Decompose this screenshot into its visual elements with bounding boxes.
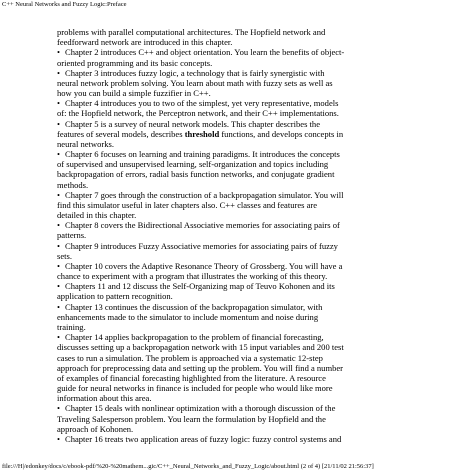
bullet-icon: • (57, 240, 60, 251)
text-line-content: Chapter 3 introduces fuzzy logic, a technology that is fairly synergistic with (65, 67, 325, 78)
text-line: methods. (57, 179, 89, 190)
bullet-icon: • (57, 220, 60, 231)
text-line: how you can build a simple fuzzifier in C++. (57, 88, 211, 99)
text-line: discusses setting up a backpropagation network with 15 input variables and 200 test (57, 342, 344, 353)
paragraph-intro-continued (57, 27, 469, 47)
text-line: Traveling Salesperson problem. You learn the formulation by Hopfield and the (57, 413, 326, 424)
text-line: training. (57, 321, 86, 332)
text-line-content: Chapter 6 focuses on learning and training paradigms. It introduces the concepts (65, 149, 340, 160)
text-line: cases to run a simulation. The problem is approached via a systematic 12-step (57, 352, 323, 363)
bullet-chapter-15 (57, 403, 469, 434)
text-line-content: Chapter 7 goes through the construction of a backpropagation simulator. You will (65, 189, 344, 200)
text-line (57, 190, 469, 200)
text-line (57, 302, 469, 312)
text-line (57, 119, 469, 129)
text-line-content: Chapter 14 applies backpropagation to the problem of financial forecasting, (65, 332, 324, 343)
text-line (57, 149, 469, 159)
bullet-chapter-10 (57, 261, 469, 281)
text-line-content: Chapter 5 is a survey of neural network models. This chapter describes the (65, 118, 320, 129)
bullet-chapter-6 (57, 149, 469, 190)
text-line (57, 434, 469, 444)
text-line (57, 261, 469, 271)
text-line (57, 281, 469, 291)
text-line-content: Chapter 4 introduces you to two of the simplest, yet very representative, models (65, 98, 339, 109)
document-body (57, 27, 469, 444)
text-line: approach of Kohonen. (57, 423, 134, 434)
text-line: enhancements made to the simulator to include momentum and noise during (57, 311, 319, 322)
text-line-content: features of several models, describes (57, 128, 185, 139)
bullet-icon: • (57, 260, 60, 271)
page-footer: file:///H|/edonkey/docs/c/ebook-pdf/%20-%20mathem...gic/C++_Neural_Networks_and_Fuzzy_Logic/about.html (2 of 4) [21/11/02 21:56:37] (2, 463, 374, 470)
text-line: patterns. (57, 230, 87, 241)
text-line: guide for neural networks in finance is included for people who would like more (57, 383, 333, 394)
bullet-icon: • (57, 149, 60, 160)
text-line-content: functions, and develops concepts in (219, 128, 344, 139)
bullet-chapter-5 (57, 119, 469, 150)
bullet-chapter-7 (57, 190, 469, 221)
bullet-icon: • (57, 67, 60, 78)
text-line: neural networks. (57, 138, 114, 149)
bullet-icon: • (57, 433, 60, 444)
bullet-icon: • (57, 332, 60, 343)
text-line-content: Chapter 15 deals with nonlinear optimization with a thorough discussion of the (65, 403, 336, 414)
text-line: neural network problem solving. You learn about math with fuzzy sets as well as (57, 77, 333, 88)
bullet-icon: • (57, 47, 60, 58)
bullet-icon: • (57, 281, 60, 292)
text-line: application to pattern recognition. (57, 291, 173, 302)
text-line-content: Chapter 10 covers the Adaptive Resonance Theory of Grossberg. You will have a (65, 260, 343, 271)
text-line (57, 241, 469, 251)
text-line: of: the Hopfield network, the Perceptron network, and their C++ implementations. (57, 108, 339, 119)
bullet-chapter-13 (57, 302, 469, 333)
text-line (57, 68, 469, 78)
text-line: sets. (57, 250, 72, 261)
bullet-icon: • (57, 98, 60, 109)
bullet-chapter-4 (57, 98, 469, 118)
bullet-chapter-2 (57, 47, 469, 67)
text-line: find this simulator useful in later chapters also. C++ classes and features are (57, 199, 318, 210)
text-line (57, 98, 469, 108)
text-line: chance to experiment with a program that illustrates the working of this theory. (57, 271, 328, 282)
page-header: C++ Neural Networks and Fuzzy Logic:Preface (2, 1, 127, 8)
text-line: approach for preprocessing data and setting up the problem. You will find a number (57, 362, 344, 373)
bullet-icon: • (57, 118, 60, 129)
text-line-content: Chapter 16 treats two application areas of fuzzy logic: fuzzy control systems and (65, 433, 342, 444)
text-line: problems with parallel computational architectures. The Hopfield network and (57, 27, 326, 37)
text-line-content: Chapter 9 introduces Fuzzy Associative memories for associating pairs of fuzzy (65, 240, 338, 251)
text-line: of examples of financial forecasting highlighted from the literature. A resource (57, 372, 326, 383)
text-line: of supervised and unsupervised learning, self-organization and topics including (57, 159, 329, 170)
bullet-chapter-14 (57, 332, 469, 403)
text-line-content: Chapter 8 covers the Bidirectional Associative memories for associating pairs of (65, 220, 340, 231)
bullet-chapter-16 (57, 434, 469, 444)
bullet-chapters-11-12 (57, 281, 469, 301)
text-line-content: Chapter 13 continues the discussion of the backpropagation simulator, with (65, 301, 323, 312)
text-line (57, 332, 469, 342)
text-line: oriented programming and its basic concepts. (57, 57, 213, 68)
text-line (57, 220, 469, 230)
bold-term: threshold (184, 128, 220, 139)
bullet-chapter-9 (57, 241, 469, 261)
text-line: information about this area. (57, 393, 152, 404)
bullet-icon: • (57, 403, 60, 414)
text-line (57, 129, 469, 139)
text-line: backpropagation of errors, radial basis function networks, and conjugate gradient (57, 169, 335, 180)
bullet-chapter-8 (57, 220, 469, 240)
bullet-icon: • (57, 301, 60, 312)
text-line (57, 47, 469, 57)
bullet-chapter-3 (57, 68, 469, 99)
text-line: detailed in this chapter. (57, 210, 137, 221)
text-line (57, 403, 469, 413)
text-line-content: Chapter 2 introduces C++ and object orientation. You learn the benefits of object- (65, 47, 345, 58)
text-line-content: Chapters 11 and 12 discuss the Self-Organizing map of Teuvo Kohonen and its (65, 281, 335, 292)
text-line: feedforward network are introduced in this chapter. (57, 37, 233, 48)
bullet-icon: • (57, 189, 60, 200)
